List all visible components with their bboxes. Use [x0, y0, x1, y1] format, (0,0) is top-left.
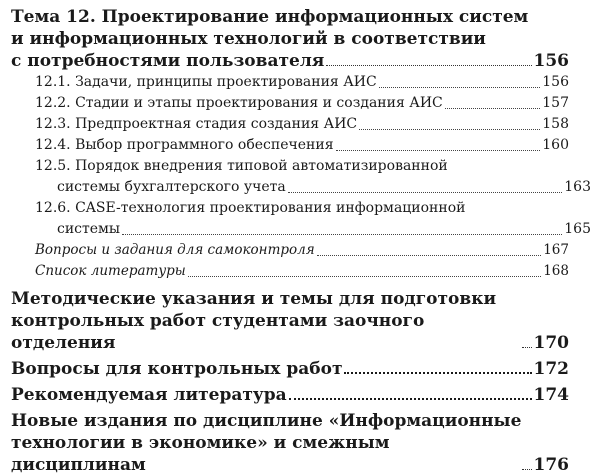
leader-dots: [344, 372, 531, 374]
toc-item-label: Список литературы: [35, 263, 186, 279]
leader-dots: [326, 65, 531, 66]
toc-item-page: 165: [564, 221, 591, 237]
control-questions-entry[interactable]: [11, 358, 569, 380]
leader-dots: [359, 129, 540, 130]
topic-12-line-1: Тема 12. Проектирование информационных систем: [11, 7, 529, 27]
methodical-line-1: Методические указания и темы для подготовки: [11, 289, 497, 309]
toc-item-12-6-last-line: [35, 219, 591, 240]
new-editions-last-line: [11, 432, 569, 476]
toc-item-page: 167: [543, 242, 569, 258]
topic-12-entry[interactable]: [11, 50, 569, 72]
toc-item-12-2[interactable]: [11, 93, 569, 114]
methodical-page: 170: [533, 333, 569, 353]
leader-dots: [289, 398, 532, 400]
toc-item-12-6[interactable]: [11, 198, 591, 240]
topic-12-page: 156: [533, 51, 569, 71]
toc-item-12-1[interactable]: [11, 72, 569, 93]
leader-dots: [445, 108, 541, 109]
recommended-literature-page: 174: [533, 385, 569, 405]
control-questions-label: Вопросы для контрольных работ: [11, 359, 343, 379]
toc-item-label-line-2: системы бухгалтерского учета: [57, 179, 286, 195]
leader-dots: [122, 234, 562, 235]
toc-item-12-4[interactable]: [11, 135, 569, 156]
toc-item-label: 12.2. Стадии и этапы проектирования и создания АИС: [35, 95, 443, 111]
table-of-contents: [11, 6, 591, 476]
leader-dots: [317, 255, 542, 256]
new-editions-line-2: технологии в экономике» и смежным дисциплинам: [11, 433, 390, 475]
toc-item-label: 12.3. Предпроектная стадия создания АИС: [35, 116, 358, 132]
recommended-literature-label: Рекомендуемая литература: [11, 385, 287, 405]
toc-item-page: 163: [564, 179, 591, 195]
topic-12-line-2: и информационных технологий в соответствии: [11, 29, 486, 49]
topic-12-heading: [11, 6, 569, 72]
toc-item-page: 156: [542, 74, 569, 90]
topic-12-line-3: с потребностями пользователя: [11, 51, 325, 71]
leader-dots: [379, 87, 541, 88]
toc-item-label: 12.4. Выбор программного обеспечения: [35, 137, 334, 153]
control-questions-page: 172: [533, 359, 569, 379]
new-editions-line-1: Новые издания по дисциплине «Информационные: [11, 411, 522, 431]
toc-item-label: Вопросы и задания для самоконтроля: [35, 242, 315, 258]
leader-dots: [336, 150, 541, 151]
toc-item-label: 12.1. Задачи, принципы проектирования АИС: [35, 74, 377, 90]
toc-item-questions[interactable]: [11, 240, 569, 261]
new-editions-heading[interactable]: [11, 410, 569, 476]
leader-dots: [288, 192, 563, 193]
toc-item-label-line-2: системы: [57, 221, 121, 237]
toc-item-page: 158: [542, 116, 569, 132]
toc-item-12-3[interactable]: [11, 114, 569, 135]
new-editions-page: 176: [533, 455, 569, 475]
leader-dots: [522, 469, 532, 470]
toc-item-12-5[interactable]: [11, 156, 591, 198]
toc-item-page: 168: [543, 263, 569, 279]
toc-item-label-line-1: 12.6. CASE-технология проектирования информационной: [35, 200, 466, 216]
leader-dots: [522, 347, 532, 348]
methodical-last-line: [11, 310, 569, 354]
toc-item-page: 160: [542, 137, 569, 153]
toc-item-page: 157: [542, 95, 569, 111]
toc-item-label-line-1: 12.5. Порядок внедрения типовой автоматизированной: [35, 158, 448, 174]
methodical-heading[interactable]: [11, 288, 569, 354]
toc-item-12-5-last-line: [35, 177, 591, 198]
methodical-line-2: контрольных работ студентами заочного отделения: [11, 311, 425, 353]
leader-dots: [188, 276, 541, 277]
toc-item-literature[interactable]: [11, 261, 569, 282]
recommended-literature-entry[interactable]: [11, 384, 569, 406]
